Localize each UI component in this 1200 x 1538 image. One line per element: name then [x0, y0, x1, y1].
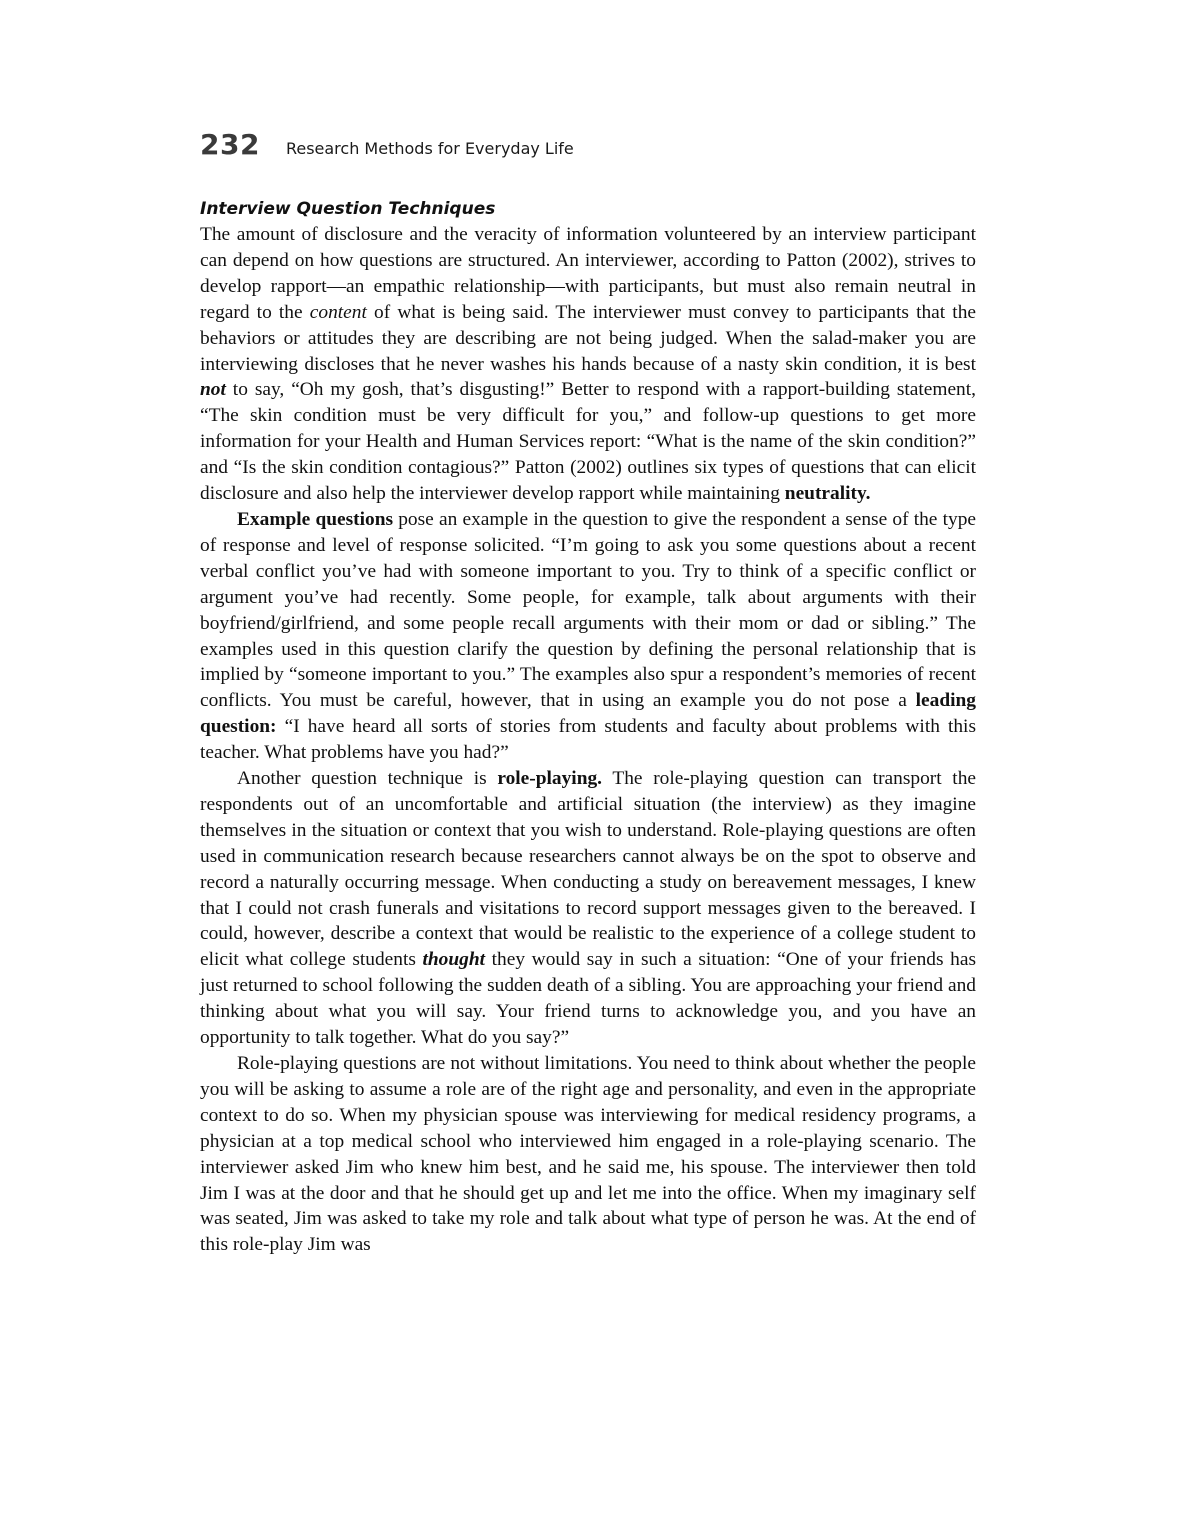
page-number: 232 [200, 128, 260, 161]
italic-term: content [309, 301, 367, 323]
document-page [200, 128, 976, 1258]
paragraph-role-playing-limitations: Role-playing questions are not without limitations. You need to think about whether the people you will be asking to assume a role are of the right age and personality, and even in the appropriate context to do so. When my physician spouse was interviewing for medical residency programs, a physician at a top medical school who interviewed him engaged in a role-playing scenario. The interviewer asked Jim who knew him best, and he said me, his spouse. The interviewer then told Jim I was at the door and that he should get up and let me into the office. When my imaginary self was seated, Jim was asked to take my role and talk about what type of person he was. At the end of this role-play Jim was [200, 1053, 976, 1256]
running-head [200, 128, 976, 168]
bold-term: Example questions [237, 508, 394, 530]
bold-term: role-playing. [497, 768, 603, 790]
bold-term: leading question: [200, 690, 976, 738]
bold-term: neutrality. [784, 483, 871, 505]
paragraph-role-playing: Another question technique is role-playing. The role-playing question can transport the respondents out of an uncomfortable and artificial situation (the interview) as they imagine themselves in the situation or context that you wish to understand. Role-playing questions are often used in communication research because researchers cannot always be on the spot to observe and record a naturally occurring message. When conducting a study on bereavement messages, I knew that I could not crash funerals and visitations to record support messages given to the bereaved. I could, however, describe a context that would be realistic to the experience of a college student to elicit what college students thought they would say in such a situation: “One of your friends has just returned to school following the sudden death of a sibling. You are approaching your friend and thinking about what you will say. Your friend turns to acknowledge you, and you have an opportunity to talk together. What do you say?” [200, 768, 976, 1049]
paragraph-disclosure: The amount of disclosure and the veracity of information volunteered by an interview participant can depend on how questions are structured. An interviewer, according to Patton (2002), strives to develop rapport—an empathic relationship—with participants, but must also remain neutral in regard to the content of what is being said. The interviewer must convey to participants that the behaviors or attitudes they are describing are not being judged. When the salad-maker you are interviewing discloses that he never washes his hands because of a nasty skin condition, it is best not to say, “Oh my gosh, that’s disgusting!” Better to respond with a rapport-building statement, “The skin condition must be very difficult for you,” and follow-up questions to get more information for your Health and Human Services report: “What is the name of the skin condition?” and “Is the skin condition contagious?” Patton (2002) outlines six types of questions that can elicit disclosure and also help the interviewer develop rapport while maintaining neutrality. [200, 224, 976, 505]
bold-italic-term: not [200, 379, 226, 401]
bold-italic-term: thought [422, 949, 486, 971]
book-title: Research Methods for Everyday Life [285, 139, 574, 158]
section-heading: Interview Question Techniques [200, 199, 496, 219]
paragraph-example-questions: Example questions pose an example in the question to give the respondent a sense of the type of response and level of response solicited. “I’m going to ask you some questions about a recent verbal conflict you’ve had with someone important to you. Try to think of a specific conflict or argument you’ve had recently. Some people, for example, talk about arguments with their boyfriend/girlfriend, and some people recall arguments with their mom or dad or sibling.” The examples used in this question clarify the question by defining the personal relationship that is implied by “someone important to you.” The examples also spur a respondent’s memories of recent conflicts. You must be careful, however, that in using an example you do not pose a leading question: “I have heard all sorts of stories from students and faculty about problems with this teacher. What problems have you had?” [200, 508, 976, 764]
